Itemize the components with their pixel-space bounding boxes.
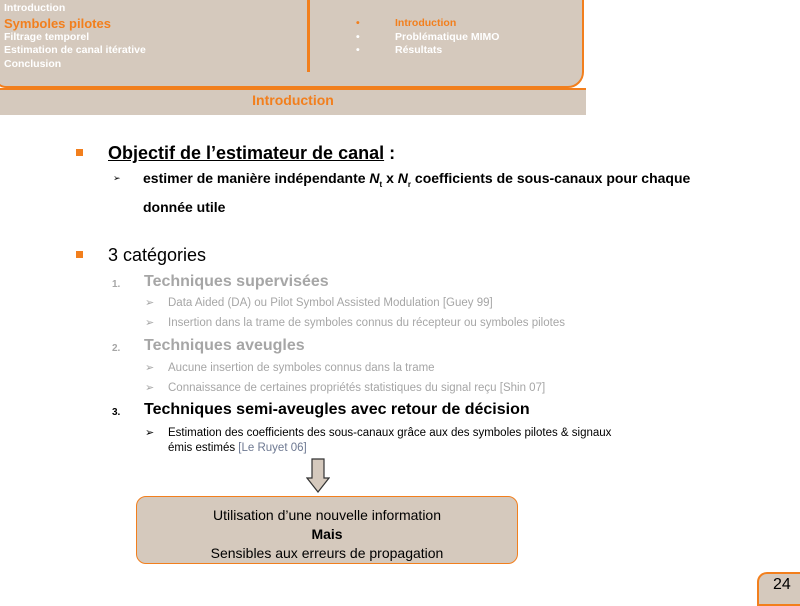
category-title-semi-aveugles: Techniques semi-aveugles avec retour de décision bbox=[144, 401, 530, 418]
nav-item-conclusion[interactable]: Conclusion bbox=[4, 57, 62, 70]
category-detail-line2 bbox=[168, 442, 307, 454]
category-detail: Aucune insertion de symboles connus dans la trame bbox=[168, 362, 435, 374]
category-number: 1. bbox=[112, 279, 121, 290]
header-divider bbox=[307, 0, 310, 72]
arrow-bullet-icon: ➢ bbox=[145, 382, 155, 394]
section-navigation bbox=[4, 2, 304, 71]
citation: [Le Ruyet 06] bbox=[238, 442, 307, 454]
subnav-label: Introduction bbox=[395, 17, 457, 29]
nav-item-filtrage-temporel[interactable]: Filtrage temporel bbox=[4, 30, 90, 43]
category-number: 2. bbox=[112, 343, 121, 354]
subscript-r: r bbox=[407, 179, 412, 189]
category-title-supervisees: Techniques supervisées bbox=[144, 273, 329, 290]
nav-item-estimation-iterative[interactable]: Estimation de canal itérative bbox=[4, 44, 146, 56]
arrow-bullet-icon: ➢ bbox=[145, 317, 155, 329]
orange-square-bullet-icon bbox=[76, 149, 83, 156]
objective-heading bbox=[108, 143, 395, 164]
section-title: Introduction bbox=[252, 92, 334, 108]
objective-description bbox=[143, 167, 713, 218]
category-detail: Insertion dans la trame de symboles connus du récepteur ou symboles pilotes bbox=[168, 317, 565, 329]
down-arrow-icon bbox=[306, 458, 330, 494]
category-title-aveugles: Techniques aveugles bbox=[144, 337, 305, 354]
nav-item-symboles-pilotes[interactable]: Symboles pilotes bbox=[4, 15, 111, 31]
bullet-icon: • bbox=[356, 17, 360, 29]
callout-line-1: Utilisation d’une nouvelle information bbox=[212, 507, 442, 523]
subscript-t: t bbox=[379, 179, 383, 189]
subnav-label: Résultats bbox=[395, 44, 443, 56]
category-detail: Connaissance de certaines propriétés statistiques du signal reçu [Shin 07] bbox=[168, 382, 546, 394]
symbol-n: N bbox=[397, 170, 408, 186]
arrow-bullet-icon: ➢ bbox=[113, 173, 121, 183]
arrow-bullet-icon: ➢ bbox=[145, 362, 155, 374]
objective-desc-post: coefficients de sous-canaux pour chaque donnée utile bbox=[143, 170, 691, 215]
section-title-bar bbox=[0, 88, 586, 115]
callout-box bbox=[136, 496, 518, 564]
subnav-label: Problématique MIMO bbox=[395, 30, 500, 43]
category-number: 3. bbox=[112, 407, 121, 418]
category-detail-line1: Estimation des coefficients des sous-canaux grâce aux des symboles pilotes & signaux bbox=[168, 427, 612, 439]
callout-line-3: Sensibles aux erreurs de propagation bbox=[210, 545, 444, 561]
category-detail: Data Aided (DA) ou Pilot Symbol Assisted Modulation [Guey 99] bbox=[168, 297, 493, 309]
orange-square-bullet-icon bbox=[76, 251, 83, 258]
header-panel bbox=[0, 0, 584, 88]
objective-desc-pre: estimer de manière indépendante bbox=[143, 170, 370, 186]
times-sign: x bbox=[382, 170, 398, 186]
objective-colon: : bbox=[384, 143, 396, 163]
arrow-bullet-icon: ➢ bbox=[145, 297, 155, 309]
symbol-n: N bbox=[369, 170, 380, 186]
objective-title: Objectif de l’estimateur de canal bbox=[108, 143, 385, 163]
page-number: 24 bbox=[757, 572, 800, 606]
bullet-icon: • bbox=[356, 30, 360, 43]
arrow-bullet-icon: ➢ bbox=[145, 427, 155, 439]
nav-item-introduction[interactable]: Introduction bbox=[4, 2, 66, 14]
category-detail-text: émis estimés bbox=[168, 442, 239, 454]
bullet-icon: • bbox=[356, 44, 360, 56]
categories-heading: 3 catégories bbox=[108, 245, 207, 265]
callout-line-2: Mais bbox=[311, 526, 343, 542]
